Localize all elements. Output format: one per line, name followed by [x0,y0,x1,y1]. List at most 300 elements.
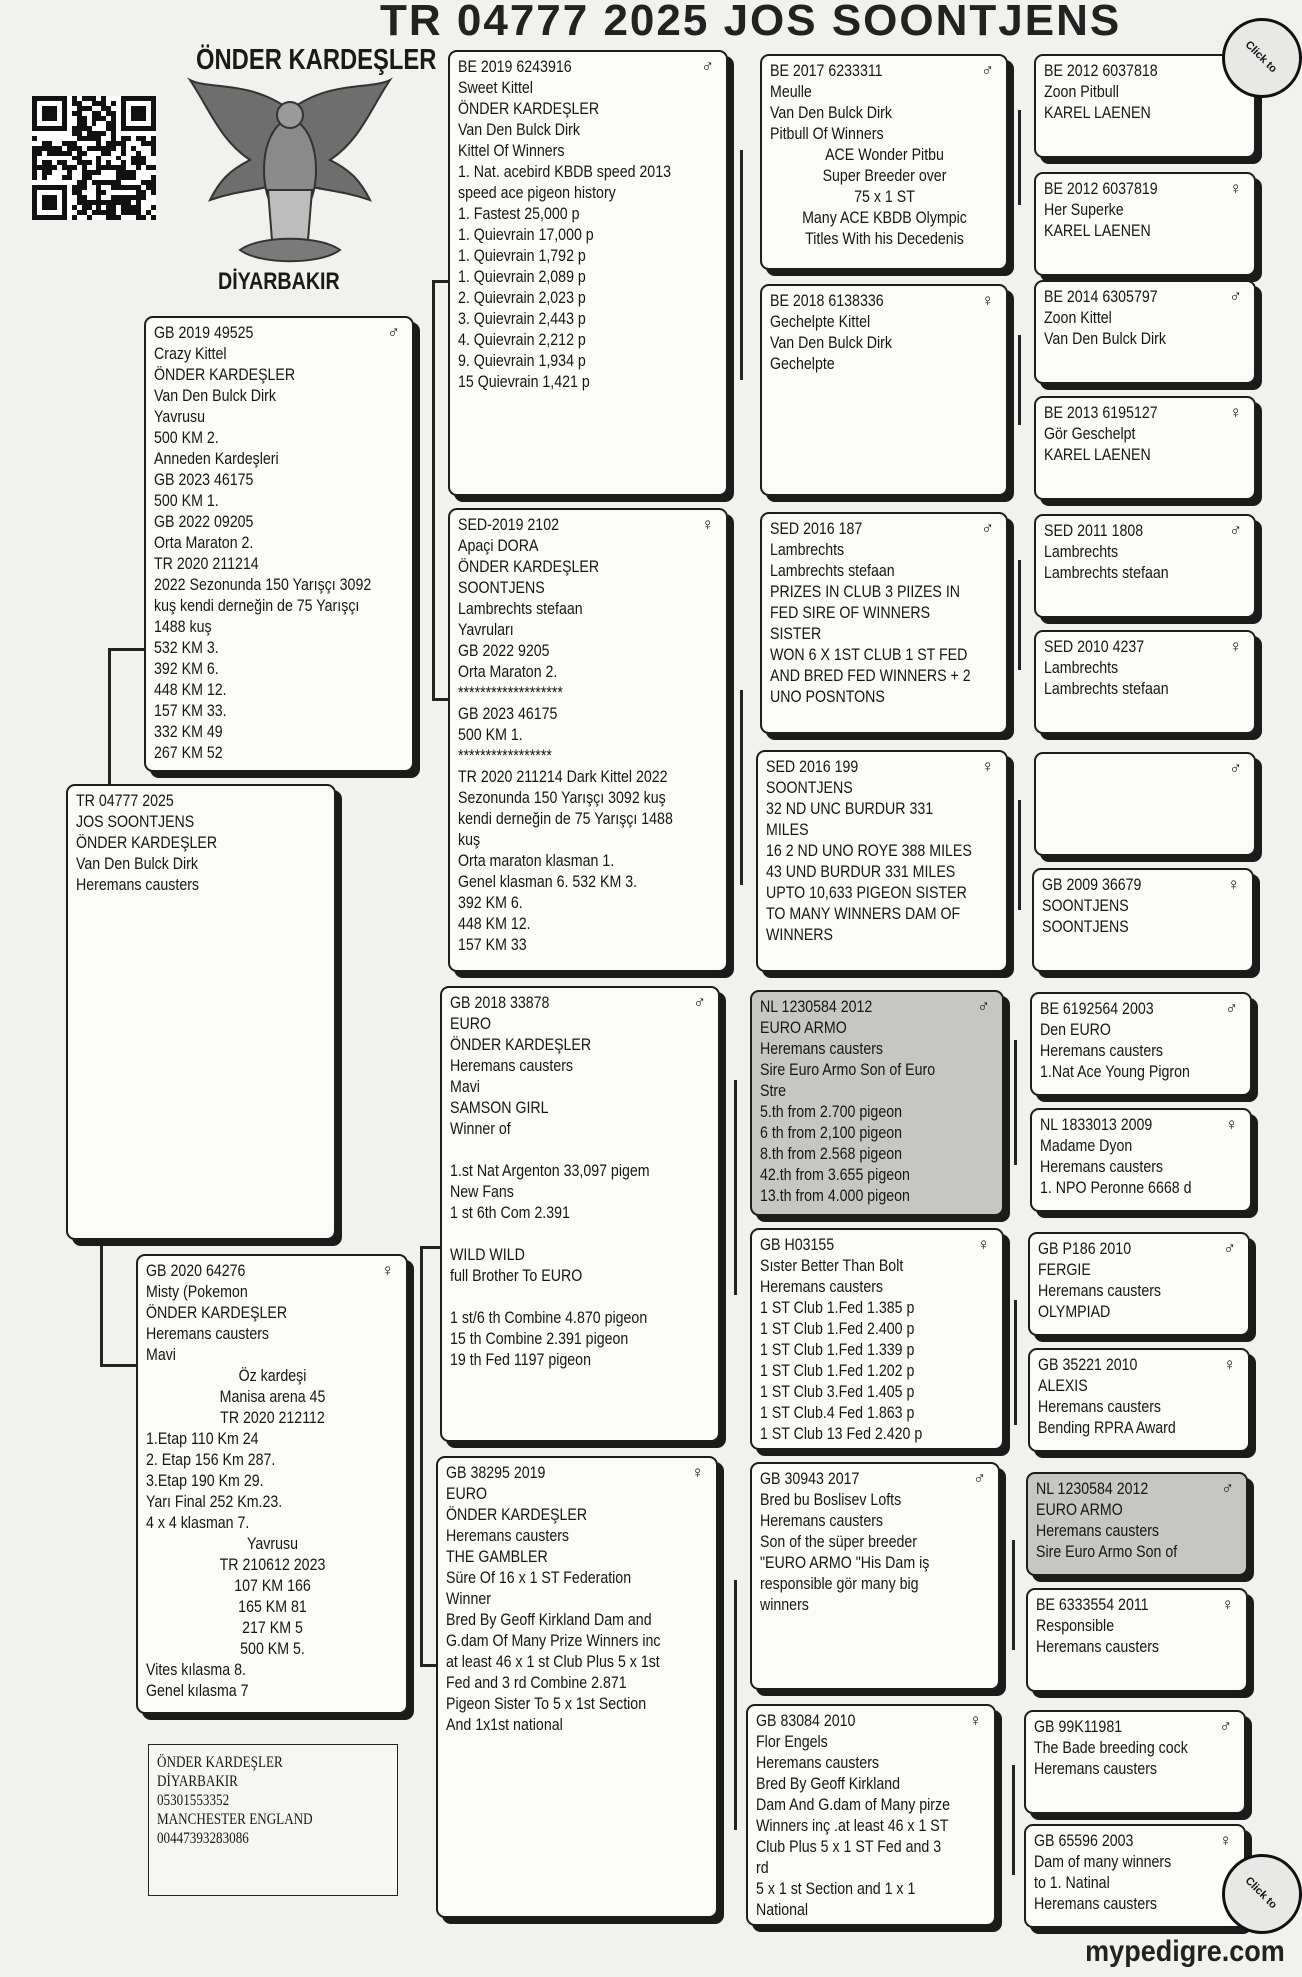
female-symbol-icon: ♀ [1221,1595,1234,1614]
pedigree-text-line: Yavrusu [246,1535,299,1553]
female-symbol-icon: ♀ [969,1711,982,1730]
pedigree-text-line: Winner of [450,1120,511,1138]
pedigree-text-line: Heremans causters [1036,1638,1160,1656]
pedigree-box-ds [440,986,720,1442]
pedigree-text-line: ÖNDER KARDEŞLER [146,1304,288,1322]
pedigree-text-line: Orta Maraton 2. [154,534,254,552]
qr-module [121,151,126,156]
qr-module [111,101,116,106]
female-symbol-icon: ♀ [1229,403,1242,422]
pedigree-box-g14 [1026,1588,1248,1692]
pedigree-text-line: WINNERS [766,926,834,944]
pedigree-text-line: The Bade breeding cock [1034,1739,1188,1757]
ring-number: BE 2012 6037818 [1044,62,1158,80]
pedigree-text-line: Heremans causters [76,876,200,894]
pedigree-text-line: 1. Nat. acebird KBDB speed 2013 [458,163,671,181]
ring-number: BE 6333554 2011 [1036,1596,1149,1614]
qr-module [52,165,57,170]
pedigree-text-line: 9. Quievrain 1,934 p [458,352,586,370]
pedigree-text-line: KAREL LAENEN [1044,446,1151,464]
ring-number: GB 2019 49525 [154,324,254,342]
pedigree-text-line: Kittel Of Winners [458,142,565,160]
pedigree-text-line: 5 x 1 st Section and 1 x 1 [756,1880,916,1898]
pedigree-text-line: WON 6 X 1ST CLUB 1 ST FED [770,646,968,664]
connector-line [1012,1765,1015,1875]
female-symbol-icon: ♀ [977,1235,990,1254]
pedigree-text-line: Öz kardeşi [238,1367,307,1385]
pedigree-text-line: Misty (Pokemon [146,1283,248,1301]
pedigree-box-g9 [1030,992,1252,1096]
pedigree-text-line: 75 x 1 ST [854,188,915,206]
pedigree-text-line: Super Breeder over [822,167,947,185]
qr-module [37,151,42,156]
pedigree-text-line: 1.Nat Ace Young Pigron [1040,1063,1190,1081]
pedigree-text-line: 16 2 ND UNO ROYE 388 MILES [766,842,972,860]
click-badge-icon[interactable] [1222,18,1302,98]
pedigree-text-line: Zoon Kittel [1044,309,1112,327]
pedigree-text-line: JOS SOONTJENS [76,813,195,831]
pedigree-text-line: Heremans causters [1038,1282,1162,1300]
female-symbol-icon: ♀ [1223,1355,1236,1374]
connector-line [734,1580,737,1830]
qr-finder [42,106,57,121]
pedigree-box-g5 [1034,514,1256,618]
connector-line [432,280,448,283]
click-badge-icon[interactable] [1222,1854,1302,1934]
pedigree-text-line: 157 KM 33. [154,702,227,720]
pedigree-text-line: at least 46 x 1 st Club Plus 5 x 1st [446,1653,660,1671]
pedigree-box-g8 [1032,868,1254,972]
pedigree-text-line: Her Superke [1044,201,1124,219]
pedigree-text-line: Meulle [770,83,812,101]
male-symbol-icon: ♂ [693,993,706,1012]
pedigree-text-line: Yarı Final 252 Km.23. [146,1493,283,1511]
pedigree-text-line: 1. Quievrain 1,792 p [458,247,586,265]
pedigree-text-line: Fed and 3 rd Combine 2.871 [446,1674,627,1692]
pedigree-text-line: And 1x1st national [446,1716,563,1734]
qr-module [72,215,77,220]
pedigree-text-line [450,1224,674,1245]
ring-number: SED 2016 199 [766,758,859,776]
pedigree-text-line: GB 2023 46175 [458,705,558,723]
male-symbol-icon: ♂ [977,997,990,1016]
pedigree-box-sds [760,512,1008,734]
pedigree-text-line: Son of the süper breeder [760,1533,917,1551]
connector-line [432,698,448,701]
connector-line [1012,1540,1015,1650]
pedigree-text-line: kuş [458,831,481,849]
male-symbol-icon: ♂ [1221,1479,1234,1498]
pedigree-text-line: 448 KM 12. [154,681,227,699]
pedigree-text-line: PRIZES IN CLUB 3 PIIZES IN [770,583,961,601]
pedigree-text-line: 1. Quievrain 2,089 p [458,268,586,286]
pedigree-text-line: 1 ST Club 1.Fed 1.339 p [760,1341,915,1359]
pedigree-text-line: 500 KM 1. [154,492,219,510]
qr-module [141,215,146,220]
pedigree-text-line: 4 x 4 klasman 7. [146,1514,250,1532]
site-watermark: mypedigre.com [1085,1935,1285,1968]
pedigree-text-line: TR 2020 211214 [154,555,259,573]
connector-line [1018,800,1021,910]
pedigree-text-line: to 1. Natinal [1034,1874,1110,1892]
pedigree-text-line: Anneden Kardeşleri [154,450,279,468]
pedigree-text-line: GB 2022 09205 [154,513,254,531]
pedigree-text-line: Heremans causters [760,1278,884,1296]
pedigree-text-line: TR 2020 211214 Dark Kittel 2022 [458,768,668,786]
qr-code-icon [32,96,156,220]
ring-number: BE 2014 6305797 [1044,288,1158,306]
qr-module [141,195,146,200]
ring-number: BE 2018 6138336 [770,292,884,310]
pedigree-text-line: Madame Dyon [1040,1137,1133,1155]
pedigree-text-line [450,1287,674,1308]
pedigree-text-line: 2. Etap 156 Km 287. [146,1451,276,1469]
eagle-logo-icon [180,70,400,270]
pedigree-box-g3 [1034,280,1256,384]
pedigree-text-line: Heremans causters [1038,1398,1162,1416]
pedigree-text-line: ÖNDER KARDEŞLER [458,558,600,576]
pedigree-text-line: Van Den Bulck Dirk [770,104,892,122]
pedigree-text-line: 2022 Sezonunda 150 Yarışçı 3092 [154,576,372,594]
male-symbol-icon: ♂ [1225,999,1238,1018]
pedigree-text-line: EURO ARMO [760,1019,847,1037]
pedigree-text-line: Van Den Bulck Dirk [154,387,276,405]
qr-module [32,175,37,180]
ring-number: GB 30943 2017 [760,1470,860,1488]
pedigree-text-line: EURO [450,1015,491,1033]
qr-finder [42,195,57,210]
pedigree-text-line: 2. Quievrain 2,023 p [458,289,586,307]
pedigree-text-line: Genel klasman 6. 532 KM 3. [458,873,638,891]
pedigree-box-g12 [1028,1348,1250,1452]
ring-number: GB 2009 36679 [1042,876,1142,894]
connector-line [740,150,743,380]
connector-line [740,690,743,885]
male-symbol-icon: ♂ [701,57,714,76]
qr-module [111,146,116,151]
contact-card [148,1744,398,1896]
pedigree-text-line: 1 st 6th Com 2.391 [450,1204,570,1222]
ring-number: TR 04777 2025 [76,792,174,810]
male-symbol-icon: ♂ [1223,1239,1236,1258]
pedigree-text-line: ÖNDER KARDEŞLER [76,834,218,852]
pedigree-text-line: 13.th from 4.000 pigeon [760,1187,910,1205]
pedigree-text-line: Flor Engels [756,1733,828,1751]
pedigree-box-g2 [1034,172,1256,276]
pedigree-box-dd [436,1456,718,1918]
connector-line [1014,1300,1017,1425]
pedigree-text-line: 267 KM 52 [154,744,223,762]
ring-number: BE 2017 6233311 [770,62,883,80]
pedigree-text-line: Lambrechts stefaan [1044,680,1169,698]
female-symbol-icon: ♀ [981,757,994,776]
pedigree-text-line: 1. Quievrain 17,000 p [458,226,594,244]
pedigree-text-line: TR 2020 212112 [220,1409,325,1427]
connector-line [420,1246,423,1666]
pedigree-box-g4 [1034,396,1256,500]
pedigree-text-line: Lambrechts [770,541,845,559]
pedigree-text-line: Heremans causters [760,1040,884,1058]
connector-line [1018,560,1021,670]
pedigree-text-line: ALEXIS [1038,1377,1088,1395]
pedigree-text-line: 448 KM 12. [458,915,531,933]
female-symbol-icon: ♀ [701,515,714,534]
female-symbol-icon: ♀ [1229,179,1242,198]
qr-module [151,165,156,170]
pedigree-box-g16 [1024,1824,1246,1928]
pedigree-text-line: speed ace pigeon history [458,184,616,202]
ring-number: GB 83084 2010 [756,1712,856,1730]
pedigree-text-line: KAREL LAENEN [1044,222,1151,240]
qr-module [116,215,121,220]
pedigree-text-line: Winner [446,1590,491,1608]
pedigree-text-line: Heremans causters [760,1512,884,1530]
pedigree-text-line: 1.st Nat Argenton 33,097 pigem [450,1162,650,1180]
pedigree-text-line: 43 UND BURDUR 331 MILES [766,863,956,881]
pedigree-text-line: 1.Etap 110 Km 24 [146,1430,259,1448]
pedigree-text-line: 1 ST Club 1.Fed 1.202 p [760,1362,915,1380]
qr-module [151,151,156,156]
pedigree-text-line: Van Den Bulck Dirk [76,855,198,873]
ring-number: GB 35221 2010 [1038,1356,1138,1374]
pedigree-text-line: Bred bu Boslisev Lofts [760,1491,902,1509]
male-symbol-icon: ♂ [981,519,994,538]
female-symbol-icon: ♀ [1229,637,1242,656]
pedigree-text-line: 500 KM 2. [154,429,219,447]
pedigree-text-line: TR 210612 2023 [219,1556,326,1574]
pedigree-text-line: Lambrechts [1044,659,1119,677]
pedigree-text-line: 157 KM 33 [458,936,527,954]
pedigree-text-line: SISTER [770,625,822,643]
pedigree-text-line: 332 KM 49 [154,723,223,741]
ring-number: SED 2016 187 [770,520,863,538]
pedigree-text-line: Responsible [1036,1617,1115,1635]
qr-module [106,151,111,156]
pedigree-text-line: Club Plus 5 x 1 ST Fed and 3 [756,1838,942,1856]
ring-number: GB 2020 64276 [146,1262,246,1280]
qr-module [126,136,131,141]
pedigree-text-line: Sıster Better Than Bolt [760,1257,904,1275]
pedigree-text-line: Heremans causters [146,1325,270,1343]
pedigree-box-g7 [1034,752,1256,856]
pedigree-box-g6 [1034,630,1256,734]
pedigree-text-line: ***************** [458,747,552,765]
brand-name: ÖNDER KARDEŞLER [196,44,437,76]
connector-line [100,1364,136,1367]
pedigree-text-line: Orta maraton klasman 1. [458,852,615,870]
pedigree-box-dss [750,990,1004,1216]
connector-line [1018,335,1021,425]
female-symbol-icon: ♀ [981,291,994,310]
male-symbol-icon: ♂ [1229,521,1242,540]
ring-number: GB 38295 2019 [446,1464,546,1482]
pedigree-text-line: 42.th from 3.655 pigeon [760,1166,910,1184]
pedigree-text-line: TO MANY WINNERS DAM OF [766,905,961,923]
pedigree-text-line: GB 2022 9205 [458,642,550,660]
connector-line [432,280,435,700]
male-symbol-icon: ♂ [973,1469,986,1488]
qr-module [32,136,37,141]
pedigree-text-line: ÖNDER KARDEŞLER [458,100,600,118]
pedigree-text-line: Winners inç .at least 46 x 1 ST [756,1817,949,1835]
pedigree-text-line: KAREL LAENEN [1044,104,1151,122]
qr-module [47,170,52,175]
contact-phone: 00447393283086 [157,1830,249,1847]
pedigree-text-line: kendi derneğin de 75 Yarışçı 1488 [458,810,673,828]
female-symbol-icon: ♀ [691,1463,704,1482]
pedigree-text-line: Sire Euro Armo Son of Euro [760,1061,936,1079]
pedigree-text-line: Heremans causters [756,1754,880,1772]
pedigree-text-line: Lambrechts [1044,543,1119,561]
male-symbol-icon: ♂ [981,61,994,80]
pedigree-text-line: THE GAMBLER [446,1548,548,1566]
qr-module [82,185,87,190]
ring-number: BE 2019 6243916 [458,58,572,76]
pedigree-text-line: 165 KM 81 [238,1598,307,1616]
ring-number: GB 99K11981 [1034,1718,1123,1736]
pedigree-box-g15 [1024,1710,1246,1814]
pedigree-text-line: winners [760,1596,809,1614]
pedigree-text-line: 32 ND UNC BURDUR 331 [766,800,934,818]
brand-city: DİYARBAKIR [218,268,340,295]
pedigree-text-line: responsible gör many big [760,1575,919,1593]
pedigree-text-line: Mavi [146,1346,176,1364]
pedigree-text-line: 1. NPO Peronne 6668 d [1040,1179,1192,1197]
pedigree-text-line: Many ACE KBDB Olympic [802,209,967,227]
pedigree-text-line: Sezonunda 150 Yarışçı 3092 kuş [458,789,666,807]
pedigree-text-line: 532 KM 3. [154,639,219,657]
female-symbol-icon: ♀ [381,1261,394,1280]
pedigree-text-line: Titles With his Decedenis [805,230,964,248]
pedigree-text-line: full Brother To EURO [450,1267,583,1285]
qr-module [101,131,106,136]
contact-line: DİYARBAKIR [157,1773,238,1790]
pedigree-text-line: Genel kılasma 7 [146,1682,249,1700]
ring-number: BE 6192564 2003 [1040,1000,1154,1018]
connector-line [1014,1040,1017,1165]
connector-line [100,1236,103,1366]
pedigree-text-line: 4. Quievrain 2,212 p [458,331,586,349]
pedigree-text-line: Van Den Bulck Dirk [458,121,580,139]
pedigree-text-line: SOONTJENS [766,779,853,797]
pedigree-text-line: Bending RPRA Award [1038,1419,1176,1437]
pedigree-box-ssd [760,284,1008,496]
pedigree-text-line: FERGIE [1038,1261,1091,1279]
qr-module [151,215,156,220]
pedigree-text-line: Dam And G.dam of Many pirze [756,1796,951,1814]
pedigree-text-line: Apaçi DORA [458,537,539,555]
ring-number: GB H03155 [760,1236,835,1254]
qr-module [87,160,92,165]
pedigree-text-line: Lambrechts stefaan [1044,564,1169,582]
qr-module [101,190,106,195]
pedigree-text-line: ******************* [458,684,563,702]
pedigree-text-line: 1 ST Club 1.Fed 2.400 p [760,1320,915,1338]
pedigree-text-line: Van Den Bulck Dirk [1044,330,1166,348]
pedigree-box-sdd [756,750,1008,972]
qr-finder [131,106,146,121]
pedigree-text-line: GB 2023 46175 [154,471,254,489]
pedigree-box-g1 [1034,54,1256,158]
connector-line [420,1246,440,1249]
pedigree-text-line: Den EURO [1040,1021,1111,1039]
pedigree-text-line: Gechelpte Kittel [770,313,871,331]
female-symbol-icon: ♀ [1225,1115,1238,1134]
pedigree-text-line: FED SIRE OF WINNERS [770,604,931,622]
pedigree-text-line: 5.th from 2.700 pigeon [760,1103,903,1121]
male-symbol-icon: ♂ [1229,287,1242,306]
pedigree-text-line: Dam of many winners [1034,1853,1172,1871]
ring-number: BE 2012 6037819 [1044,180,1158,198]
female-symbol-icon: ♀ [1219,1831,1232,1850]
contact-line: ÖNDER KARDEŞLER [157,1754,283,1771]
pedigree-text-line [450,1140,674,1161]
pedigree-text-line: 3.Etap 190 Km 29. [146,1472,264,1490]
pedigree-text-line: Pitbull Of Winners [770,125,884,143]
ring-number: SED 2011 1808 [1044,522,1144,540]
pedigree-text-line: Manisa arena 45 [219,1388,326,1406]
ring-number: GB 2018 33878 [450,994,550,1012]
ring-number: NL 1833013 2009 [1040,1116,1153,1134]
pedigree-text-line: AND BRED FED WINNERS + 2 [770,667,971,685]
pedigree-box-dds [750,1462,1000,1690]
ring-number: SED 2010 4237 [1044,638,1145,656]
pedigree-text-line: UNO POSNTONS [770,688,885,706]
pedigree-text-line: 8.th from 2.568 pigeon [760,1145,903,1163]
pedigree-text-line: 1 ST Club.4 Fed 1.863 p [760,1404,915,1422]
pedigree-text-line: Heremans causters [450,1057,574,1075]
connector-line [1018,110,1021,205]
pedigree-text-line: "EURO ARMO "His Dam iş [760,1554,930,1572]
pedigree-text-line: 19 th Fed 1197 pigeon [450,1351,591,1369]
ring-number: NL 1230584 2012 [760,998,873,1016]
pedigree-text-line: Lambrechts stefaan [770,562,895,580]
connector-line [108,648,111,784]
pedigree-text-line: Sweet Kittel [458,79,533,97]
pedigree-text-line: 3. Quievrain 2,443 p [458,310,586,328]
pedigree-box-subject [66,784,336,1240]
pedigree-text-line: 107 KM 166 [234,1577,311,1595]
pedigree-text-line: 6 th from 2,100 pigeon [760,1124,903,1142]
pedigree-text-line: Heremans causters [1034,1760,1158,1778]
qr-module [67,175,72,180]
qr-module [136,165,141,170]
pedigree-text-line: SAMSON GIRL [450,1099,549,1117]
qr-module [82,151,87,156]
qr-module [87,215,92,220]
ring-number: NL 1230584 2012 [1036,1480,1149,1498]
pedigree-text-line: Bred By Geoff Kirkland [756,1775,901,1793]
pedigree-text-line: EURO ARMO [1036,1501,1123,1519]
ring-number: GB 65596 2003 [1034,1832,1134,1850]
male-symbol-icon: ♂ [1229,759,1242,778]
pedigree-text-line: Bred By Geoff Kirkland Dam and [446,1611,652,1629]
pedigree-text-line: EURO [446,1485,487,1503]
pedigree-text-line: SOONTJENS [1042,897,1129,915]
pedigree-text-line: Süre Of 16 x 1 ST Federation [446,1569,632,1587]
pedigree-text-line: Vites kılasma 8. [146,1661,246,1679]
pedigree-text-line: 15 th Combine 2.391 pigeon [450,1330,629,1348]
pedigree-text-line: 1488 kuş [154,618,212,636]
pedigree-box-sd [448,508,728,972]
pedigree-text-line: ÖNDER KARDEŞLER [154,366,296,384]
pedigree-text-line: 15 Quievrain 1,421 p [458,373,590,391]
male-symbol-icon: ♂ [1219,1717,1232,1736]
pedigree-text-line: 392 KM 6. [154,660,219,678]
pedigree-text-line: Yavrusu [154,408,206,426]
pedigree-text-line: UPTO 10,633 PIGEON SISTER [766,884,967,902]
pedigree-text-line: Van Den Bulck Dirk [770,334,892,352]
